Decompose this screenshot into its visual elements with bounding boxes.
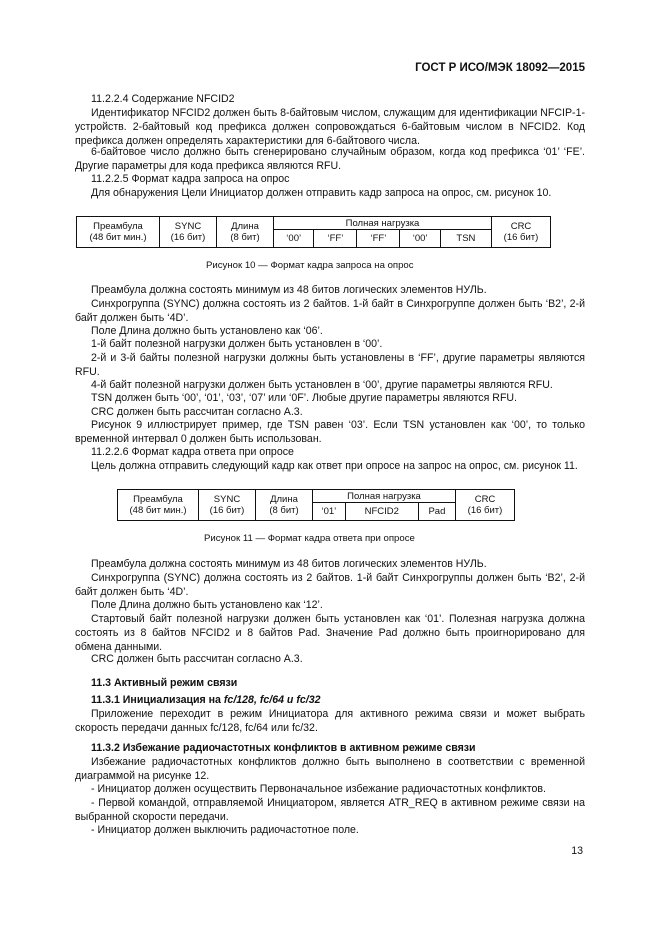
paragraph-line: Поле Длина должно быть установлено как ‘12’. (91, 599, 323, 611)
paragraph-line: 4-й байт полезной нагрузки должен быть установлен в ‘00’, другие параметры являются RFU. (91, 379, 553, 391)
list-item: - Первой командой, отправляемой Инициатором, является ATR_REQ в активном режиме связи на выбранной скорости передачи. (75, 797, 585, 823)
paragraph-line: CRC должен быть рассчитан согласно А.3. (91, 406, 303, 418)
paragraph-line: Стартовый байт полезной нагрузки должен быть установлен как ‘01’. Полезная нагрузка должна состоять из 8 байтов NFCID2 и 8 байтов Pad. Значение Pad должно быть проигнорировано для обмена данными. (75, 613, 585, 653)
figure-10-caption: Рисунок 10 — Формат кадра запроса на опрос (206, 260, 414, 271)
paragraph-line: Поле Длина должно быть установлено как ‘06’. (91, 325, 323, 337)
section-heading-11-2-2-6: 11.2.2.6 Формат кадра ответа при опросе (91, 446, 294, 458)
paragraph-nfcid2: Идентификатор NFCID2 должен быть 8-байтовым числом, служащим для идентификации NFCIP-1-устройств. 2-байтовый код префикса должен сопровождаться 6-байтовым числом в NFCID2. Код префикса должен определять характеристики для 6-байтового числа. (75, 107, 585, 147)
list-item: - Инициатор должен выключить радиочастотное поле. (91, 824, 359, 836)
paragraph-random: 6-байтовое число должно быть сгенерировано случайным образом, когда код префикса ‘01’ ‘FE’. Другие параметры для кода префикса являются RFU. (75, 146, 585, 172)
fig11-sync: SYNC (16 бит) (199, 490, 256, 521)
document-header: ГОСТ Р ИСО/МЭК 18092—2015 (415, 62, 585, 74)
fig10-preamble: Преамбула (48 бит мин.) (77, 217, 160, 248)
fig11-payload-cell: Pad (418, 503, 455, 521)
fig10-length: Длина (8 бит) (217, 217, 274, 248)
list-item: - Инициатор должен осуществить Первоначальное избежание радиочастотных конфликтов. (91, 783, 546, 795)
paragraph-fig11-intro: Цель должна отправить следующий кадр как ответ при опросе на запрос на опрос, см. рисунок 11. (91, 460, 578, 472)
paragraph-line: TSN должен быть ‘00’, ‘01’, ‘03’, ‘07’ или ‘0F’. Любые другие параметры являются RFU. (91, 392, 518, 404)
paragraph-line: Преамбула должна состоять минимум из 48 битов логических элементов НУЛЬ. (91, 558, 487, 570)
paragraph-11-3-2: Избежание радиочастотных конфликтов должно быть выполнено в соответствии с временной диаграммой на рисунке 12. (75, 756, 585, 782)
section-heading-11-3: 11.3 Активный режим связи (91, 677, 238, 689)
section-heading-11-3-2: 11.3.2 Избежание радиочастотных конфликтов в активном режиме связи (91, 742, 476, 754)
fig10-payload-cell: ‘00’ (274, 230, 314, 248)
figure-11-caption: Рисунок 11 — Формат кадра ответа при опросе (204, 533, 415, 544)
section-heading-11-2-2-5: 11.2.2.5 Формат кадра запроса на опрос (91, 173, 290, 185)
fig10-payload: Полная нагрузка (274, 217, 492, 230)
paragraph-line: Преамбула должна состоять минимум из 48 битов логических элементов НУЛЬ. (91, 284, 487, 296)
fig11-payload-cell: ‘01’ (313, 503, 346, 521)
section-heading-11-3-1: 11.3.1 Инициализация на fc/128, fc/64 и fc/32 (91, 694, 321, 706)
paragraph-line: Синхрогруппа (SYNC) должна состоять из 2 байтов. 1-й байт Синхрогруппы должен быть ‘B2’, 2-й байт должен быть ‘4D’. (75, 572, 585, 598)
page-number: 13 (571, 845, 583, 857)
fig10-sync: SYNC (16 бит) (160, 217, 217, 248)
fig11-length: Длина (8 бит) (256, 490, 313, 521)
section-heading-11-2-2-4: 11.2.2.4 Содержание NFCID2 (91, 93, 235, 105)
paragraph-line: 2-й и 3-й байты полезной нагрузки должны быть установлены в ‘FF’, другие параметры являются RFU. (75, 352, 585, 378)
paragraph-11-3-1: Приложение переходит в режим Инициатора для активного режима связи и может выбрать скорость передачи данных fc/128, fc/64 или fc/32. (75, 708, 585, 734)
paragraph-line: 1-й байт полезной нагрузки должен быть установлен в ‘00’. (91, 338, 383, 350)
fig10-payload-cell: ‘FF’ (314, 230, 357, 248)
figure-10-table (76, 216, 551, 248)
fig10-payload-cell: TSN (440, 230, 491, 248)
fig11-crc: CRC (16 бит) (456, 490, 515, 521)
paragraph-line: Синхрогруппа (SYNC) должна состоять из 2 байтов. 1-й байт в Синхрогруппе должен быть ‘B2’, 2-й байт должен быть ‘4D’. (75, 298, 585, 324)
fig11-payload-cell: NFCID2 (345, 503, 418, 521)
paragraph-line: CRC должен быть рассчитан согласно А.3. (91, 653, 303, 665)
paragraph-line: Рисунок 9 иллюстрирует пример, где TSN равен ‘03’. Если TSN установлен как ‘00’, то только временной интервал 0 должен быть использован. (75, 419, 585, 445)
fig11-preamble: Преамбула (48 бит мин.) (118, 490, 199, 521)
fig11-payload: Полная нагрузка (313, 490, 456, 503)
fig10-payload-cell: ‘FF’ (357, 230, 400, 248)
fig10-payload-cell: ‘00’ (400, 230, 440, 248)
paragraph-fig10-intro: Для обнаружения Цели Инициатор должен отправить кадр запроса на опрос, см. рисунок 10. (91, 187, 552, 199)
fig10-crc: CRC (16 бит) (492, 217, 551, 248)
figure-11-table (117, 489, 515, 521)
